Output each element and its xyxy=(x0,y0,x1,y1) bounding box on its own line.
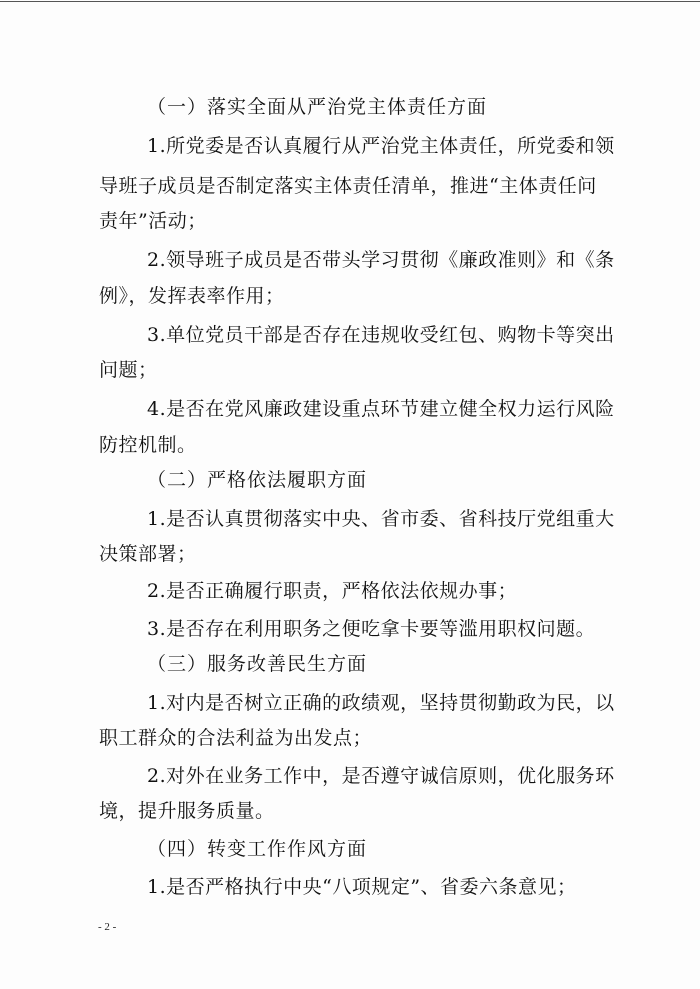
paragraph-line: 境，提升服务质量。 xyxy=(99,800,275,822)
paragraph-line: 3.是否存在利用职务之便吃拿卡要等滥用职权问题。 xyxy=(147,618,596,640)
paragraph-line: 决策部署； xyxy=(99,543,197,565)
paragraph-line: 2.领导班子成员是否带头学习贯彻《廉政准则》和《条 xyxy=(147,249,615,271)
paragraph-line: 例》，发挥表率作用； xyxy=(99,285,285,307)
paragraph-line: 1.是否严格执行中央“八项规定”、省委六条意见； xyxy=(147,876,577,898)
paragraph-line: 导班子成员是否制定落实主体责任清单，推进“主体责任问 xyxy=(99,175,597,197)
paragraph-line: 1.对内是否树立正确的政绩观，坚持贯彻勤政为民，以 xyxy=(147,692,615,714)
paragraph-line: 防控机制。 xyxy=(99,434,197,456)
section-heading-2: （二）严格依法履职方面 xyxy=(147,469,368,491)
paragraph-line: 4.是否在党风廉政建设重点环节建立健全权力运行风险 xyxy=(147,398,615,420)
paragraph-line: 1.是否认真贯彻落实中央、省市委、省科技厅党组重大 xyxy=(147,508,615,530)
page-number: - 2 - xyxy=(98,921,117,933)
paragraph-line: 3.单位党员干部是否存在违规收受红包、购物卡等突出 xyxy=(147,324,615,346)
top-border-line xyxy=(0,1,700,2)
paragraph-line: 问题； xyxy=(99,359,158,381)
paragraph-line: 1.所党委是否认真履行从严治党主体责任，所党委和领 xyxy=(147,135,615,157)
paragraph-line: 职工群众的合法利益为出发点； xyxy=(99,727,373,749)
section-heading-4: （四）转变工作作风方面 xyxy=(147,838,368,860)
section-heading-3: （三）服务改善民生方面 xyxy=(147,653,368,675)
section-heading-1: （一）落实全面从严治党主体责任方面 xyxy=(147,96,488,118)
paragraph-line: 责年”活动； xyxy=(99,210,207,232)
paragraph-line: 2.是否正确履行职责，严格依法依规办事； xyxy=(147,580,518,602)
paragraph-line: 2.对外在业务工作中，是否遵守诚信原则，优化服务环 xyxy=(147,765,615,787)
